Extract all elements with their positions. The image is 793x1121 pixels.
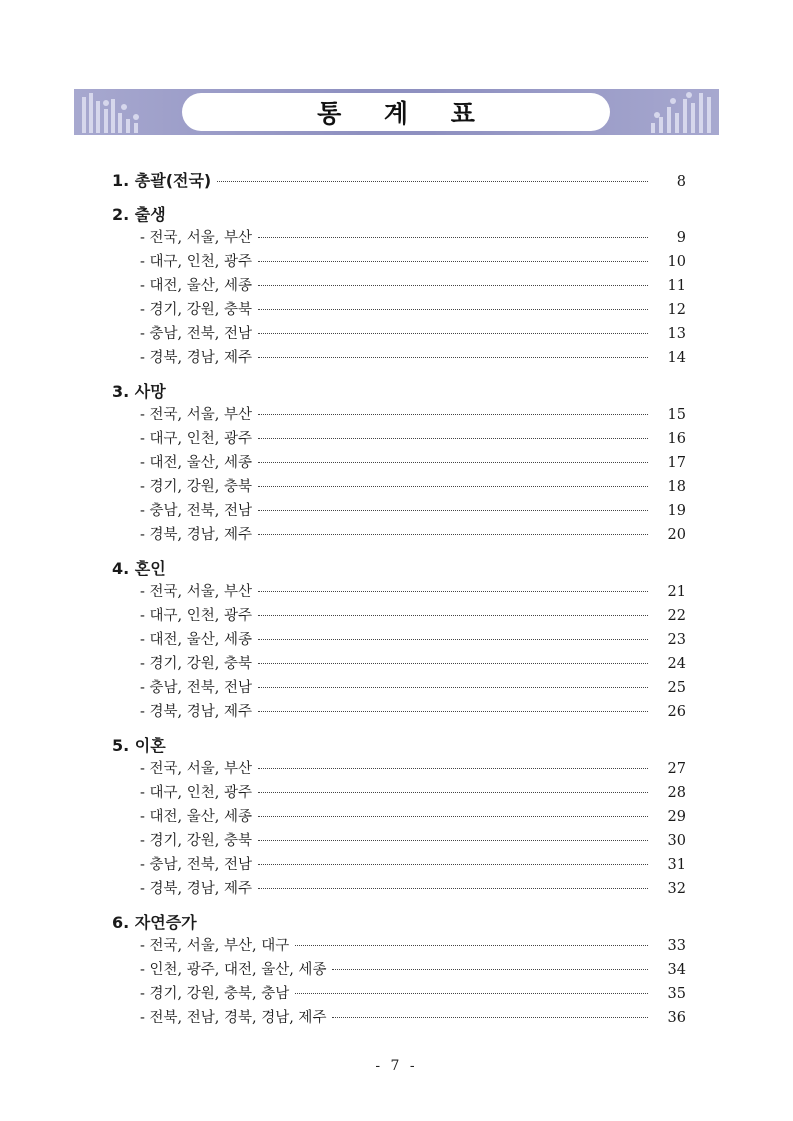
toc-page-number: 23 (667, 632, 686, 648)
toc-page-number: 31 (667, 857, 686, 873)
dot-leader (258, 237, 648, 238)
dot-leader (332, 969, 648, 970)
toc-entry[interactable] (112, 499, 686, 523)
dot-leader (258, 261, 648, 262)
toc-section (112, 556, 686, 724)
toc-entry-label: - 경북, 경남, 제주 (140, 350, 252, 366)
toc-entry-label: - 경기, 강원, 충북 (140, 833, 252, 849)
toc-page-number: 22 (667, 608, 686, 624)
toc-entry[interactable] (112, 346, 686, 370)
dot-leader (258, 639, 648, 640)
toc-section (112, 202, 686, 370)
toc-section (112, 733, 686, 901)
toc-entry-label: - 경기, 강원, 충북 (140, 302, 252, 318)
toc-entry-label: - 전국, 서울, 부산 (140, 407, 252, 423)
toc-page-number: 35 (667, 986, 686, 1002)
dot-leader (258, 615, 648, 616)
dot-leader (258, 888, 648, 889)
toc-entry-label: - 경기, 강원, 충북 (140, 479, 252, 495)
toc-page-number: 27 (667, 761, 686, 777)
title-pill (182, 93, 610, 131)
toc-entry[interactable] (112, 1006, 686, 1030)
toc-entry-label: - 충남, 전북, 전남 (140, 857, 252, 873)
toc-page-number: 13 (667, 326, 686, 342)
dot-leader (258, 510, 648, 511)
title-banner (74, 89, 719, 135)
toc-entry[interactable] (112, 403, 686, 427)
toc-entry-label: - 전국, 서울, 부산, 대구 (140, 938, 290, 954)
toc-page-number: 18 (667, 479, 686, 495)
dot-leader (295, 993, 648, 994)
toc-section-title: 3. 사망 (112, 382, 166, 401)
dot-leader (258, 864, 648, 865)
page-number-footer: - 7 - (375, 1058, 418, 1074)
page-title: 통 계 표 (317, 99, 492, 128)
toc-entry[interactable] (112, 604, 686, 628)
toc-entry-label: - 경기, 강원, 충북 (140, 656, 252, 672)
toc-entry[interactable] (112, 226, 686, 250)
toc-entry[interactable] (112, 829, 686, 853)
toc-section-title: 5. 이혼 (112, 736, 166, 755)
toc-entry-label: - 경북, 경남, 제주 (140, 704, 252, 720)
toc-entry[interactable] (112, 628, 686, 652)
dot-leader (217, 181, 648, 182)
toc-entry-label: - 경북, 경남, 제주 (140, 881, 252, 897)
toc-entry[interactable] (112, 274, 686, 298)
toc-entry-label: - 경기, 강원, 충북, 충남 (140, 986, 290, 1002)
toc-page-number: 10 (667, 254, 686, 270)
toc-page-number: 32 (667, 881, 686, 897)
toc-entry[interactable] (112, 475, 686, 499)
dot-leader (258, 285, 648, 286)
toc-entry-label: - 전국, 서울, 부산 (140, 584, 252, 600)
dot-leader (258, 333, 648, 334)
toc-section-title: 2. 출생 (112, 205, 166, 224)
toc-entry[interactable] (112, 934, 686, 958)
table-of-contents (112, 168, 686, 1039)
dot-leader (258, 792, 648, 793)
toc-entry[interactable] (112, 982, 686, 1006)
dot-leader (258, 663, 648, 664)
toc-page-number: 9 (676, 230, 686, 246)
toc-entry[interactable] (112, 427, 686, 451)
toc-page-number: 20 (667, 527, 686, 543)
dot-leader (258, 462, 648, 463)
toc-entry-label: - 대전, 울산, 세종 (140, 632, 252, 648)
toc-entry-label: - 충남, 전북, 전남 (140, 326, 252, 342)
toc-entry-label: - 경북, 경남, 제주 (140, 527, 252, 543)
dot-leader (258, 840, 648, 841)
toc-section (112, 910, 686, 1030)
toc-page-number: 8 (676, 174, 686, 190)
toc-page-number: 17 (667, 455, 686, 471)
toc-entry-label: - 인천, 광주, 대전, 울산, 세종 (140, 962, 327, 978)
dot-leader (258, 534, 648, 535)
toc-page-number: 25 (667, 680, 686, 696)
toc-entry-label: - 충남, 전북, 전남 (140, 503, 252, 519)
dot-leader (332, 1017, 648, 1018)
toc-entry-label: - 전북, 전남, 경북, 경남, 제주 (140, 1010, 327, 1026)
toc-page-number: 15 (667, 407, 686, 423)
toc-page-number: 19 (667, 503, 686, 519)
toc-section (112, 379, 686, 547)
toc-entry[interactable] (112, 451, 686, 475)
toc-entry[interactable] (112, 676, 686, 700)
dot-leader (258, 357, 648, 358)
dot-leader (258, 816, 648, 817)
toc-entry[interactable] (112, 322, 686, 346)
toc-section-title: 6. 자연증가 (112, 913, 197, 932)
toc-page-number: 30 (667, 833, 686, 849)
dot-leader (258, 309, 648, 310)
dot-leader (258, 438, 648, 439)
toc-entry-label: - 대구, 인천, 광주 (140, 254, 252, 270)
toc-page-number: 34 (667, 962, 686, 978)
toc-entry[interactable] (112, 853, 686, 877)
toc-entry-label: - 전국, 서울, 부산 (140, 230, 252, 246)
toc-page-number: 14 (667, 350, 686, 366)
toc-entry[interactable] (112, 250, 686, 274)
dot-leader (258, 687, 648, 688)
toc-entry-label: 1. 총괄(전국) (112, 171, 212, 190)
toc-entry[interactable] (112, 523, 686, 547)
toc-page-number: 16 (667, 431, 686, 447)
toc-entry[interactable] (112, 877, 686, 901)
toc-entry-label: - 대구, 인천, 광주 (140, 608, 252, 624)
toc-entry[interactable] (112, 805, 686, 829)
toc-entry[interactable] (112, 958, 686, 982)
toc-page-number: 29 (667, 809, 686, 825)
toc-page-number: 28 (667, 785, 686, 801)
bar-graphic-right-icon (635, 89, 715, 135)
toc-page-number: 21 (667, 584, 686, 600)
dot-leader (295, 945, 648, 946)
toc-entry-label: - 대전, 울산, 세종 (140, 278, 252, 294)
toc-page-number: 26 (667, 704, 686, 720)
toc-entry[interactable] (112, 781, 686, 805)
toc-entry-label: - 대구, 인천, 광주 (140, 431, 252, 447)
toc-entry[interactable] (112, 580, 686, 604)
toc-page-number: 36 (667, 1010, 686, 1026)
toc-page-number: 24 (667, 656, 686, 672)
toc-entry-label: - 전국, 서울, 부산 (140, 761, 252, 777)
toc-page-number: 12 (667, 302, 686, 318)
toc-entry[interactable] (112, 757, 686, 781)
dot-leader (258, 591, 648, 592)
toc-entry-label: - 대구, 인천, 광주 (140, 785, 252, 801)
dot-leader (258, 711, 648, 712)
toc-entry[interactable] (112, 700, 686, 724)
toc-entry[interactable] (112, 298, 686, 322)
dot-leader (258, 414, 648, 415)
toc-page-number: 33 (667, 938, 686, 954)
dot-leader (258, 768, 648, 769)
toc-entry-overview[interactable] (112, 168, 686, 192)
toc-entry-label: - 대전, 울산, 세종 (140, 455, 252, 471)
bar-graphic-left-icon (78, 89, 158, 135)
toc-page-number: 11 (667, 278, 686, 294)
toc-entry-label: - 충남, 전북, 전남 (140, 680, 252, 696)
dot-leader (258, 486, 648, 487)
toc-entry-label: - 대전, 울산, 세종 (140, 809, 252, 825)
toc-entry[interactable] (112, 652, 686, 676)
toc-section-title: 4. 혼인 (112, 559, 166, 578)
